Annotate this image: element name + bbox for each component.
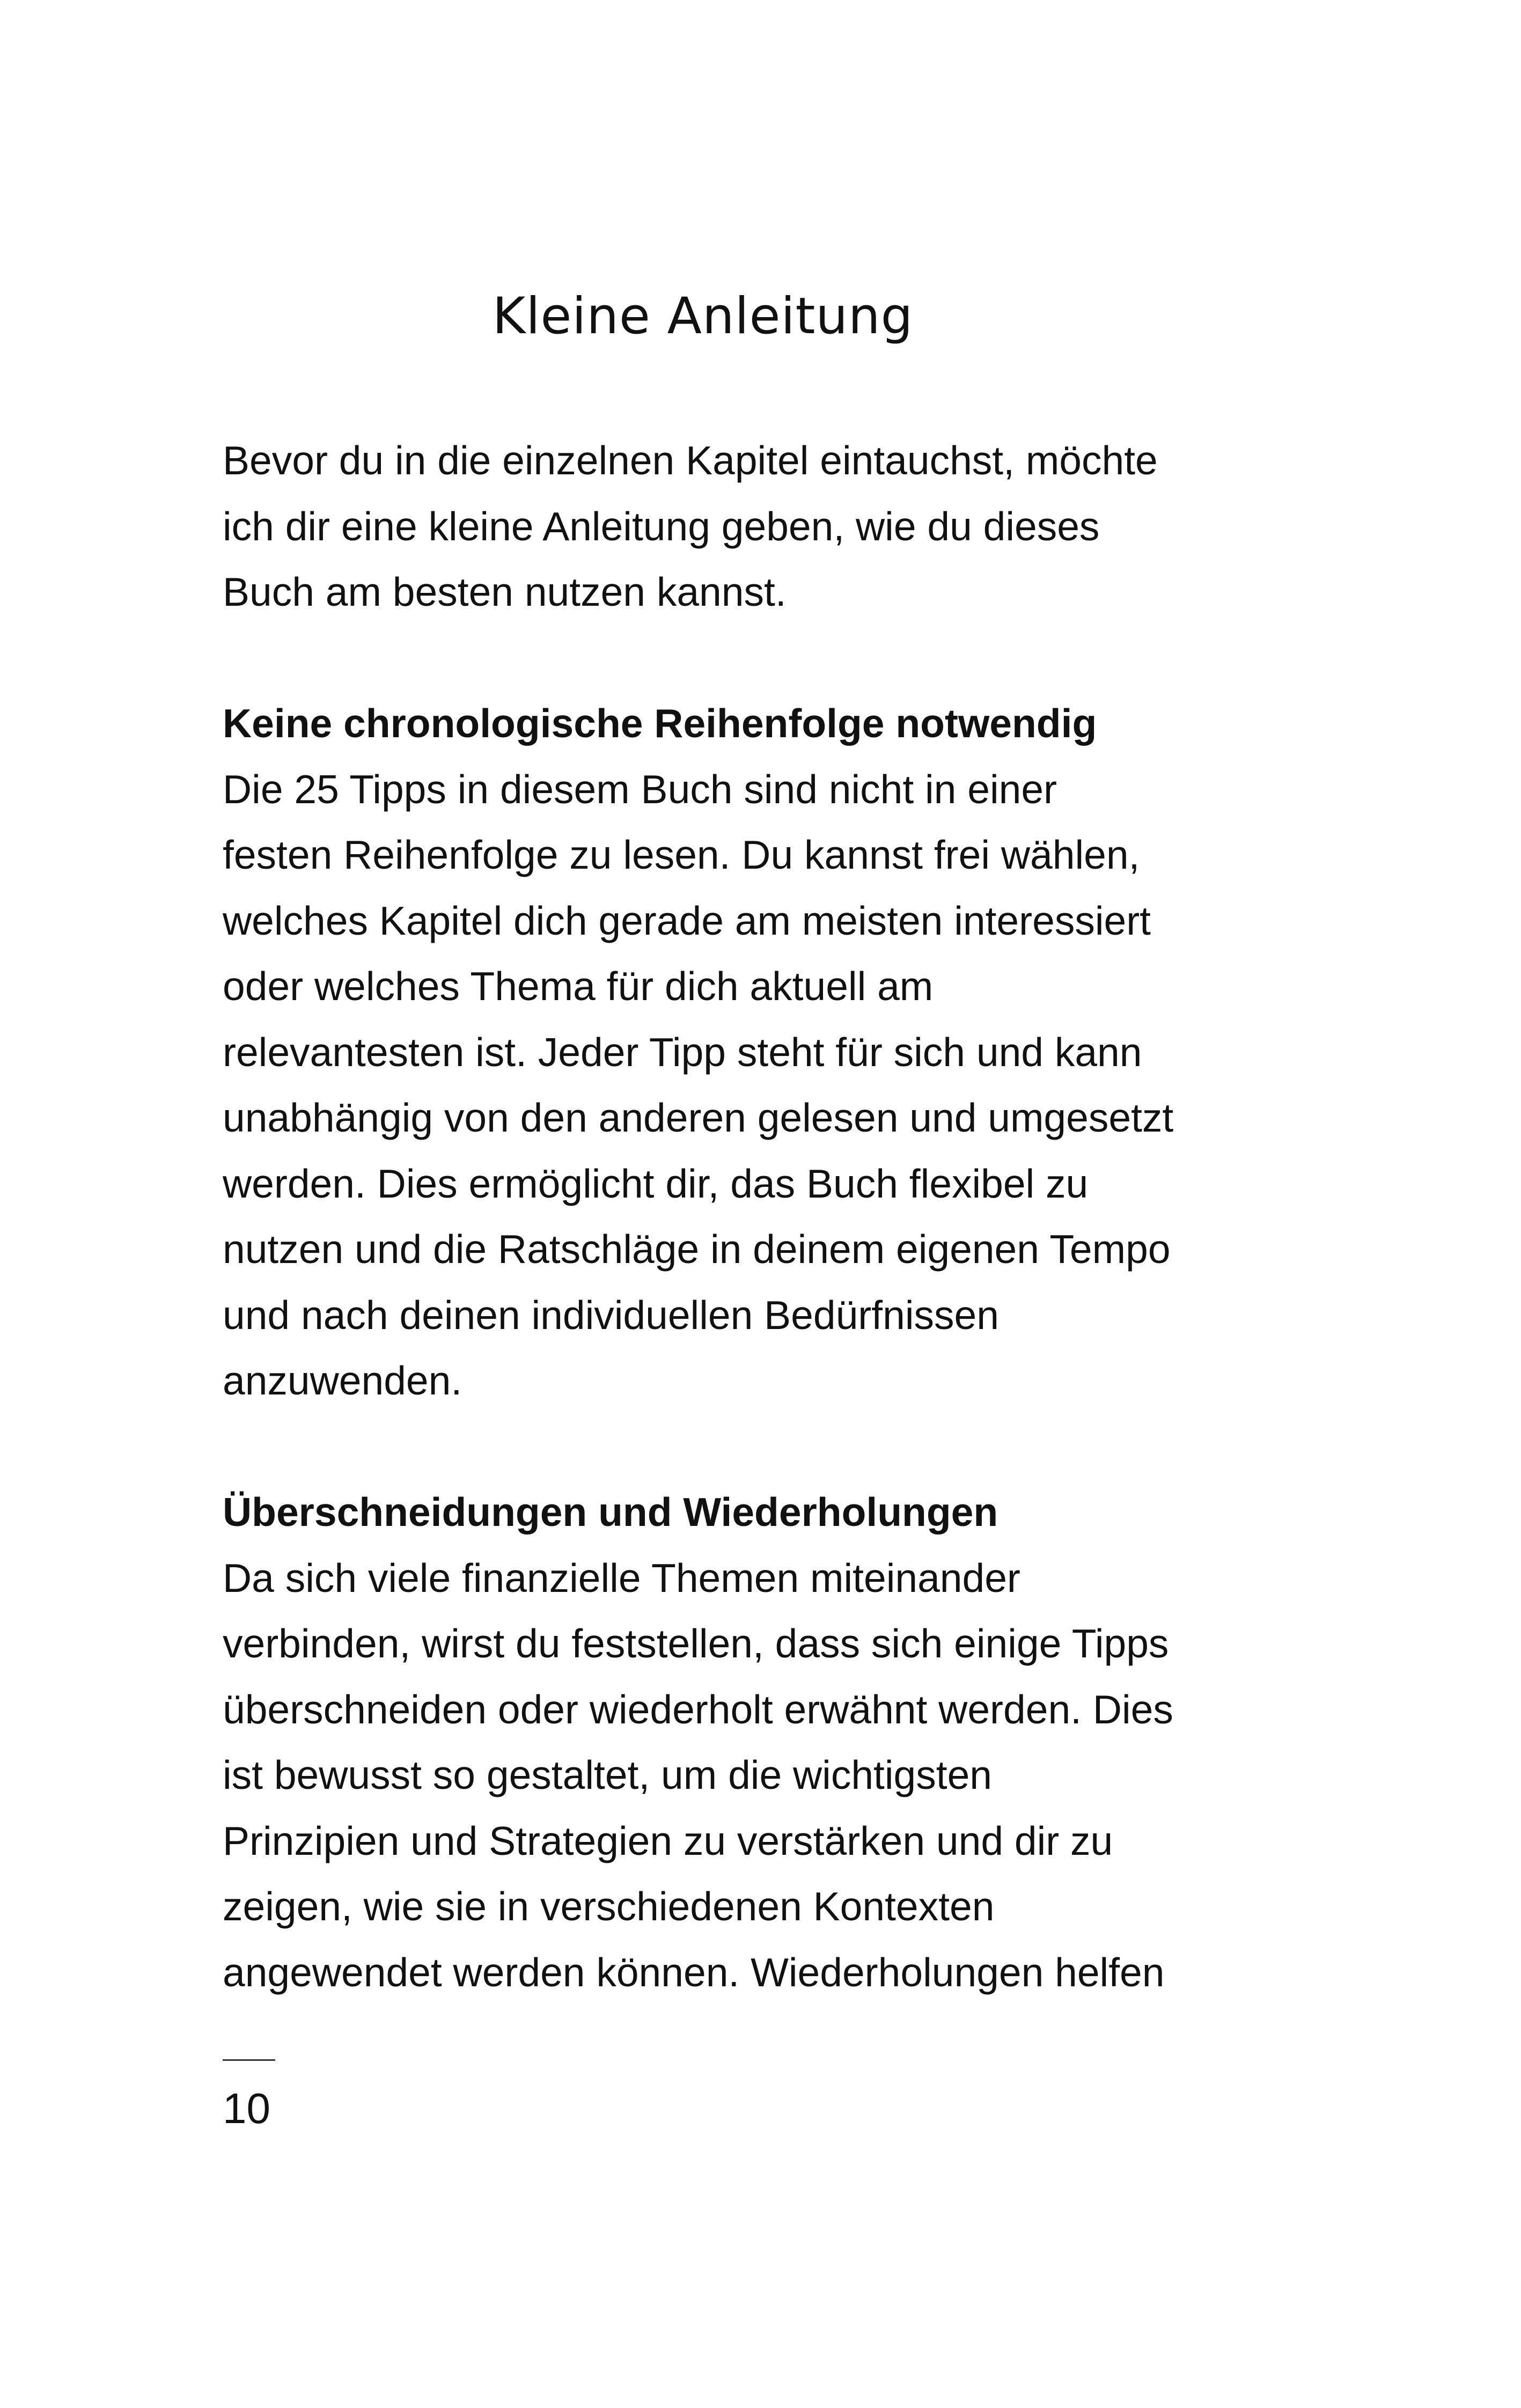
body-line: anzuwenden. (223, 1358, 462, 1403)
body-line: welches Kapitel dich gerade am meisten interessiert (223, 898, 1151, 943)
body-line: Da sich viele finanzielle Themen miteinander (223, 1555, 1020, 1601)
body-line: oder welches Thema für dich aktuell am (223, 964, 934, 1009)
body-line: Prinzipien und Strategien zu verstärken und dir zu (223, 1818, 1113, 1863)
body-line: unabhängig von den anderen gelesen und umgesetzt (223, 1095, 1174, 1140)
body-line: festen Reihenfolge zu lesen. Du kannst frei wählen, (223, 832, 1140, 877)
footer-rule (223, 2059, 275, 2061)
page-number: 10 (223, 2084, 270, 2132)
body-line: überschneiden oder wiederholt erwähnt werden. Dies (223, 1686, 1173, 1732)
intro-line: Bevor du in die einzelnen Kapitel eintauchst, möchte (223, 438, 1158, 483)
section-heading-chronology: Keine chronologische Reihenfolge notwendig (223, 701, 1097, 746)
body-line: und nach deinen individuellen Bedürfnissen (223, 1292, 999, 1338)
body-line: nutzen und die Ratschläge in deinem eigenen Tempo (223, 1227, 1171, 1272)
paragraph-spacer (223, 625, 1376, 691)
page-title: Kleine Anleitung (492, 287, 914, 346)
body-line: verbinden, wirst du feststellen, dass sich einige Tipps (223, 1621, 1169, 1666)
body-line: angewendet werden können. Wiederholungen helfen (223, 1949, 1165, 1995)
body-line: relevantesten ist. Jeder Tipp steht für sich und kann (223, 1029, 1142, 1075)
body-line: Die 25 Tipps in diesem Buch sind nicht in einer (223, 766, 1057, 812)
body-line: zeigen, wie sie in verschiedenen Kontexten (223, 1884, 995, 1929)
page-body (223, 428, 1376, 2005)
body-line: werden. Dies ermöglicht dir, das Buch flexibel zu (223, 1161, 1089, 1206)
paragraph-spacer (223, 1414, 1376, 1480)
intro-line: Buch am besten nutzen kannst. (223, 569, 787, 614)
section-heading-overlaps: Überschneidungen und Wiederholungen (223, 1489, 998, 1535)
intro-line: ich dir eine kleine Anleitung geben, wie du dieses (223, 503, 1100, 549)
body-line: ist bewusst so gestaltet, um die wichtigsten (223, 1752, 993, 1797)
